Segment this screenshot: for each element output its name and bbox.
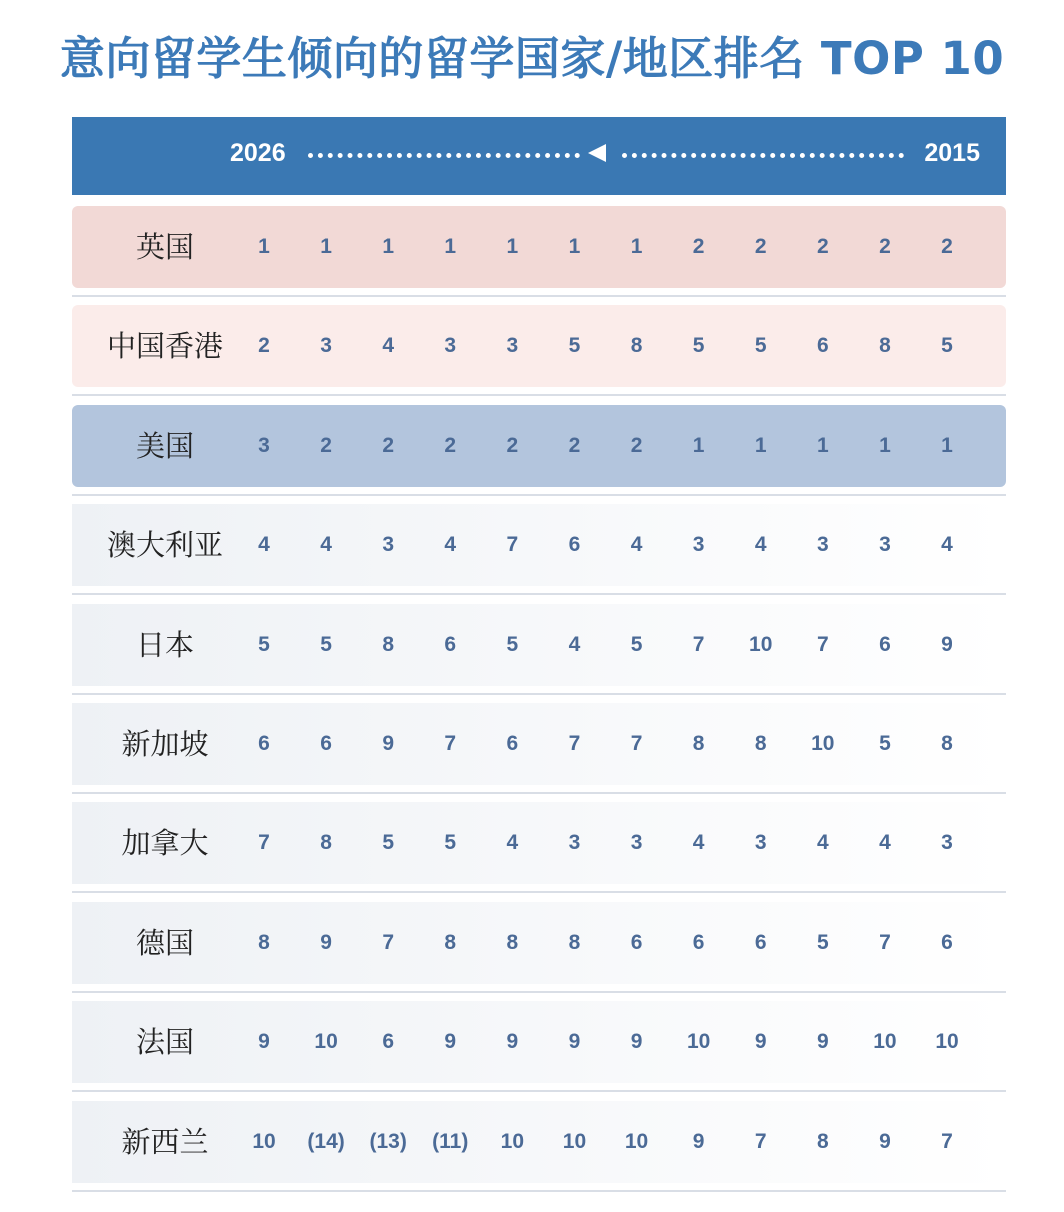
rank-cell: 2 (258, 334, 270, 358)
rank-cell: 5 (506, 632, 519, 656)
rank-cell: 10 (749, 632, 773, 656)
rank-cell: 1 (382, 235, 395, 258)
rank-cell: 4 (506, 831, 519, 855)
table-row (72, 504, 1006, 586)
rank-cell: 3 (258, 433, 270, 457)
row-divider (72, 792, 1006, 794)
rank-cell: 9 (754, 1030, 767, 1054)
rank-cell: 6 (568, 533, 581, 557)
rank-cell: 10 (624, 1129, 649, 1153)
row-divider (72, 593, 1006, 595)
country-label: 日本 (135, 627, 194, 662)
rank-cell: (14) (307, 1129, 345, 1153)
rank-cell: 2 (382, 433, 395, 457)
table-row (72, 703, 1006, 785)
rank-cell: 8 (630, 334, 643, 358)
rank-cell: 1 (941, 433, 953, 457)
rank-cell: 5 (941, 334, 953, 358)
rank-cell: 5 (320, 632, 332, 656)
rank-cell: 3 (320, 334, 332, 358)
rank-cell: 6 (941, 930, 953, 954)
row-divider (72, 693, 1006, 695)
rank-cell: 6 (444, 632, 457, 656)
rank-cell: 3 (879, 533, 891, 557)
rank-cell: 8 (444, 930, 457, 954)
rank-cell: 9 (506, 1030, 519, 1054)
table-row (72, 305, 1006, 387)
rank-cell: 6 (879, 632, 891, 656)
rank-cell: 8 (320, 831, 332, 855)
table-row (72, 1001, 1006, 1083)
rank-cell: 9 (816, 1030, 829, 1054)
country-label: 中国香港 (106, 329, 223, 364)
rank-cell: 5 (879, 732, 891, 755)
left-arrow-icon (588, 144, 606, 162)
rank-cell: (13) (369, 1129, 407, 1153)
row-divider (72, 1190, 1006, 1192)
table-row (72, 206, 1006, 288)
rank-cell: 10 (935, 1030, 959, 1054)
rank-cell: 10 (562, 1129, 587, 1153)
year-end-label: 2015 (924, 139, 980, 167)
rank-cell: 3 (692, 533, 705, 557)
rank-cell: (11) (432, 1129, 469, 1153)
table-row (72, 902, 1006, 984)
rank-cell: 4 (444, 533, 457, 557)
rank-cell: 6 (630, 930, 643, 954)
rank-cell: 2 (320, 433, 332, 457)
country-label: 澳大利亚 (106, 528, 223, 563)
rank-cell: 6 (382, 1030, 395, 1054)
rank-cell: 2 (816, 235, 829, 258)
rank-cell: 4 (816, 831, 829, 855)
rank-cell: 4 (692, 831, 705, 855)
rank-cell: 2 (506, 433, 519, 457)
rank-cell: 3 (941, 831, 953, 855)
rank-cell: 5 (816, 930, 829, 954)
rank-cell: 10 (873, 1030, 897, 1054)
rank-cell: 5 (630, 632, 643, 656)
rank-cell: 8 (692, 732, 705, 755)
rank-cell: 8 (382, 632, 395, 656)
table-row (72, 802, 1006, 884)
rank-cell: 6 (816, 334, 829, 358)
rank-cell: 1 (754, 433, 767, 457)
rank-cell: 5 (754, 334, 767, 358)
rank-cell: 9 (382, 732, 395, 755)
rank-cell: 3 (630, 831, 643, 855)
rank-cell: 1 (568, 235, 581, 258)
dotted-line-right (622, 153, 904, 158)
rank-cell: 7 (506, 533, 519, 557)
rank-cell: 7 (754, 1129, 767, 1153)
row-divider (72, 494, 1006, 496)
country-label: 加拿大 (121, 826, 209, 861)
rank-cell: 8 (879, 334, 891, 358)
rank-cell: 4 (754, 533, 767, 557)
rank-cell: 9 (444, 1030, 457, 1054)
country-label: 美国 (135, 428, 194, 463)
rank-cell: 6 (692, 930, 705, 954)
rank-cell: 8 (568, 930, 581, 954)
rank-cell: 5 (444, 831, 457, 855)
rank-cell: 2 (692, 235, 705, 258)
rank-cell: 9 (879, 1129, 891, 1153)
rank-cell: 2 (568, 433, 581, 457)
rank-cell: 8 (258, 930, 270, 954)
rank-cell: 5 (692, 334, 705, 358)
rank-cell: 6 (754, 930, 767, 954)
rank-cell: 3 (754, 831, 767, 855)
rank-cell: 9 (630, 1030, 643, 1054)
rank-cell: 4 (879, 831, 891, 855)
rank-cell: 1 (506, 235, 519, 258)
table-row (72, 405, 1006, 487)
rank-cell: 4 (568, 632, 581, 656)
rank-cell: 1 (630, 235, 643, 258)
rank-cell: 2 (630, 433, 643, 457)
rank-cell: 7 (630, 732, 643, 755)
rank-cell: 6 (506, 732, 519, 755)
country-label: 法国 (135, 1025, 194, 1060)
rank-cell: 3 (816, 533, 829, 557)
rank-cell: 10 (500, 1129, 525, 1153)
table-row (72, 1101, 1006, 1183)
rank-cell: 7 (816, 632, 829, 656)
rank-cell: 10 (252, 1129, 276, 1153)
rank-cell: 1 (320, 235, 332, 258)
rank-cell: 9 (692, 1129, 705, 1153)
rank-cell: 7 (568, 732, 581, 755)
rank-cell: 8 (816, 1129, 829, 1153)
rank-cell: 4 (320, 533, 332, 557)
row-divider (72, 1090, 1006, 1092)
row-divider (72, 891, 1006, 893)
country-label: 新西兰 (121, 1124, 209, 1159)
rank-cell: 5 (258, 632, 270, 656)
rank-cell: 6 (320, 732, 332, 755)
rank-cell: 5 (568, 334, 581, 358)
rank-cell: 8 (754, 732, 767, 755)
rank-cell: 1 (879, 433, 891, 457)
rank-cell: 9 (941, 632, 953, 656)
rank-cell: 3 (568, 831, 581, 855)
country-label: 德国 (135, 925, 194, 960)
rank-cell: 10 (314, 1030, 338, 1054)
rank-cell: 1 (258, 235, 270, 258)
rank-cell: 7 (258, 831, 270, 855)
rank-cell: 2 (879, 235, 891, 258)
rank-cell: 4 (382, 334, 395, 358)
rank-cell: 1 (692, 433, 705, 457)
row-divider (72, 991, 1006, 993)
rank-cell: 3 (506, 334, 519, 358)
rank-cell: 7 (879, 930, 891, 954)
row-divider (72, 394, 1006, 396)
row-divider (72, 295, 1006, 297)
rank-cell: 1 (816, 433, 829, 457)
rank-cell: 7 (692, 632, 705, 656)
rank-cell: 8 (506, 930, 519, 954)
rank-cell: 7 (941, 1129, 953, 1153)
year-start-label: 2026 (230, 139, 286, 167)
rank-cell: 10 (811, 732, 835, 755)
rank-cell: 8 (941, 732, 953, 755)
rank-cell: 9 (258, 1030, 270, 1054)
year-range-header (72, 117, 1006, 195)
rank-cell: 1 (444, 235, 457, 258)
rank-cell: 2 (941, 235, 953, 258)
dotted-line-left (308, 153, 580, 158)
rank-cell: 2 (444, 433, 457, 457)
rank-cell: 10 (686, 1030, 711, 1054)
rank-cell: 9 (320, 930, 332, 954)
rank-cell: 3 (382, 533, 395, 557)
rank-cell: 3 (444, 334, 457, 358)
rank-cell: 4 (941, 533, 953, 557)
rank-cell: 2 (754, 235, 767, 258)
rank-cell: 7 (382, 930, 395, 954)
rank-cell: 4 (258, 533, 270, 557)
table-row (72, 604, 1006, 686)
rank-cell: 6 (258, 732, 270, 755)
page-title: 意向留学生倾向的留学国家/地区排名 TOP 10 (59, 32, 1005, 85)
rank-cell: 4 (630, 533, 643, 557)
rank-cell: 7 (444, 732, 457, 755)
rank-cell: 9 (568, 1030, 581, 1054)
country-label: 新加坡 (121, 727, 209, 761)
rank-cell: 5 (382, 831, 395, 855)
country-label: 英国 (135, 230, 194, 264)
